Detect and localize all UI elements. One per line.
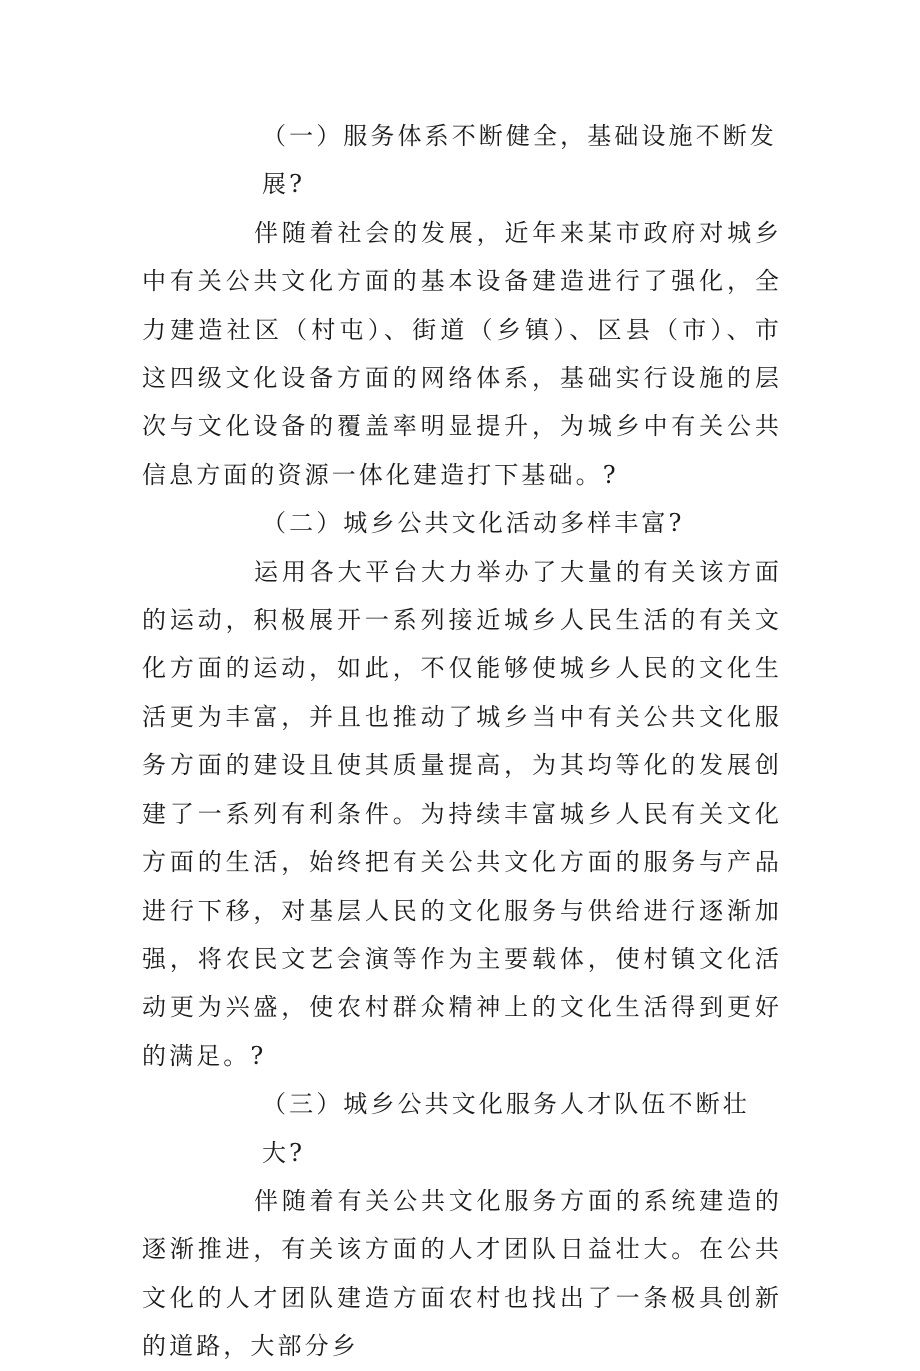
document-body xyxy=(142,112,782,1371)
section-heading-2: （二）城乡公共文化活动多样丰富? xyxy=(262,509,685,538)
section-paragraph-3: 伴随着有关公共文化服务方面的系统建造的逐渐推进，有关该方面的人才团队日益壮大。在公共文化的人才团队建造方面农村也找出了一条极具创新的道路，大部分乡 xyxy=(142,1186,782,1361)
section-paragraph-1: 伴随着社会的发展，近年来某市政府对城乡中有关公共文化方面的基本设备建造进行了强化，全力建造社区（村屯）、街道（乡镇）、区县（市）、市这四级文化设备方面的网络体系，基础实行设施的层次与文化设备的覆盖率明显提升，为城乡中有关公共信息方面的资源一体化建造打下基础。? xyxy=(142,218,782,489)
section-paragraph-2: 运用各大平台大力举办了大量的有关该方面的运动，积极展开一系列接近城乡人民生活的有关文化方面的运动，如此，不仅能够使城乡人民的文化生活更为丰富，并且也推动了城乡当中有关公共文化服务方面的建设且使其质量提高，为其均等化的发展创建了一系列有利条件。为持续丰富城乡人民有关文化方面的生活，始终把有关公共文化方面的服务与产品进行下移，对基层人民的文化服务与供给进行逐渐加强，将农民文艺会演等作为主要载体，使村镇文化活动更为兴盛，使农村群众精神上的文化生活得到更好的满足。? xyxy=(142,557,782,1070)
section-heading-3: （三）城乡公共文化服务人才队伍不断壮大? xyxy=(262,1090,750,1167)
section-heading-1: （一）服务体系不断健全，基础设施不断发展? xyxy=(262,122,777,199)
